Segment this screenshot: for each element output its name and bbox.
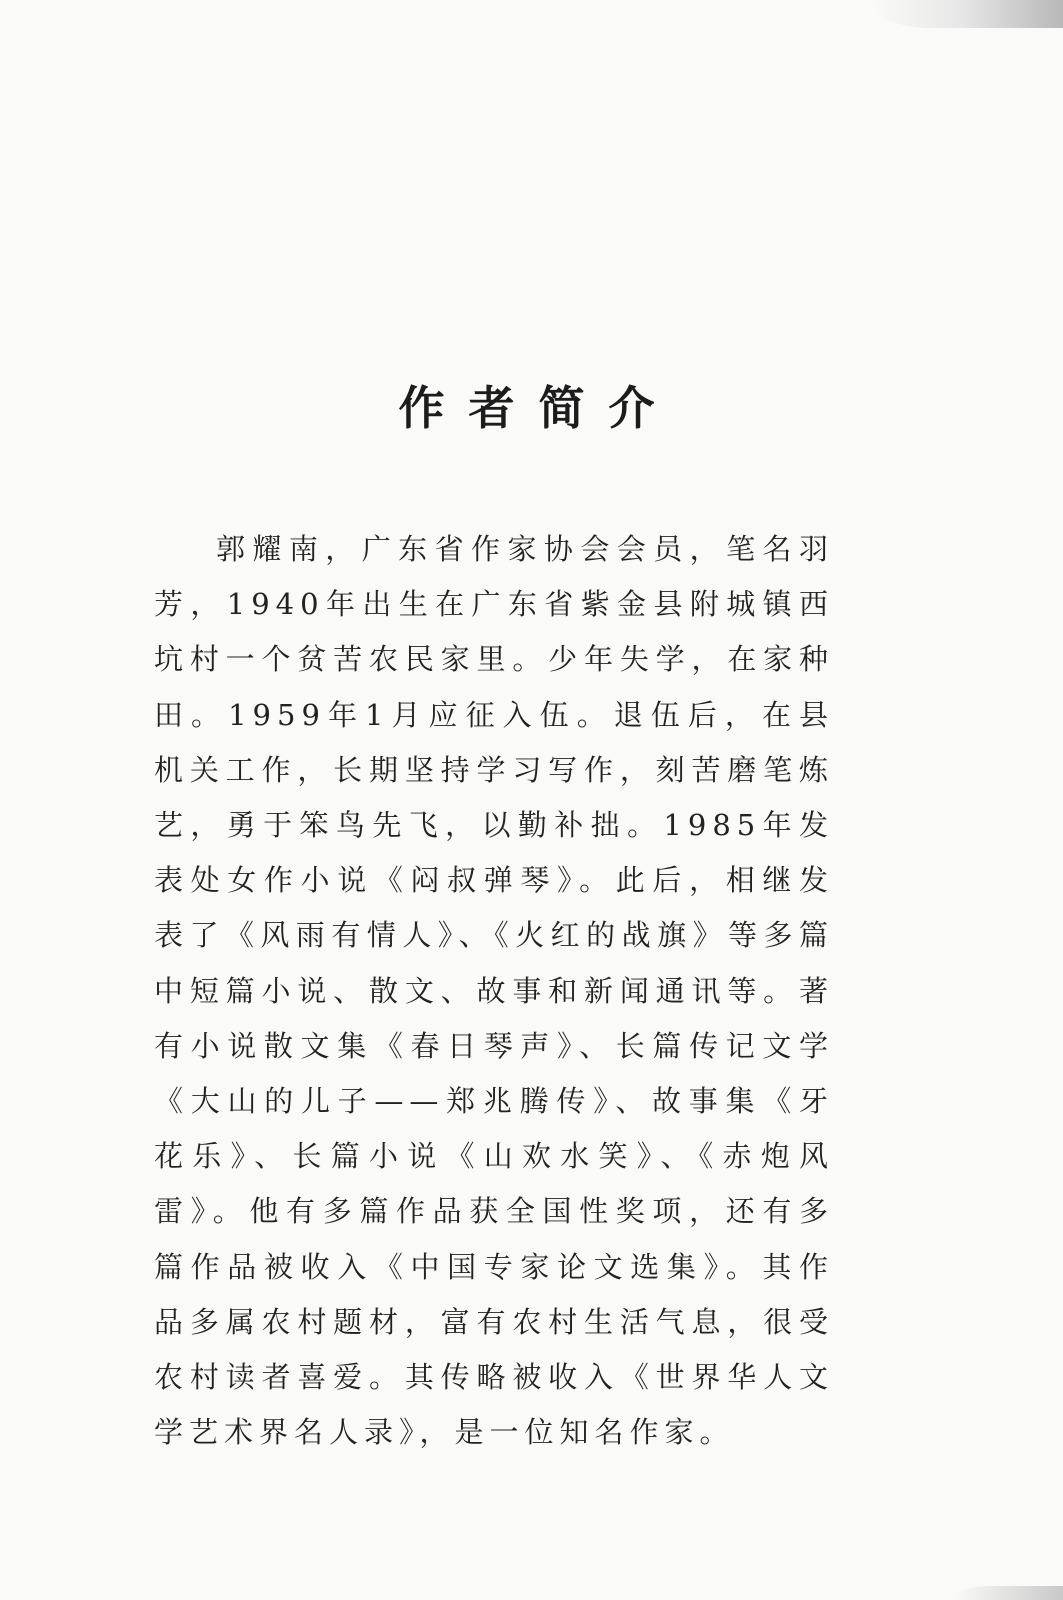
page-title: 作者简介 [398,381,679,435]
scan-edge-shadow [873,0,1063,28]
scan-edge-shadow-bottom [953,1586,1063,1600]
author-bio-paragraph: 郭耀南，广东省作家协会会员，笔名羽芳，1940年出生在广东省紫金县附城镇西坑村一个贫苦农民家里。少年失学，在家种田。1959年1月应征入伍。退伍后，在县机关工作，长期坚持学习写作，刻苦磨笔炼艺，勇于笨鸟先飞，以勤补拙。1985年发表处女作小说《闷叔弹琴》。此后，相继发表了《风雨有情人》、《火红的战旗》等多篇中短篇小说、散文、故事和新闻通讯等。著有小说散文集《春日琴声》、长篇传记文学《大山的儿子——郑兆腾传》、故事集《牙花乐》、长篇小说《山欢水笑》、《赤炮风雷》。他有多篇作品获全国性奖项，还有多篇作品被收入《中国专家论文选集》。其作品多属农村题材，富有农村生活气息，很受农村读者喜爱。其传略被收入《世界华人文学艺术界名人录》，是一位知名作家。 [154,532,834,1450]
